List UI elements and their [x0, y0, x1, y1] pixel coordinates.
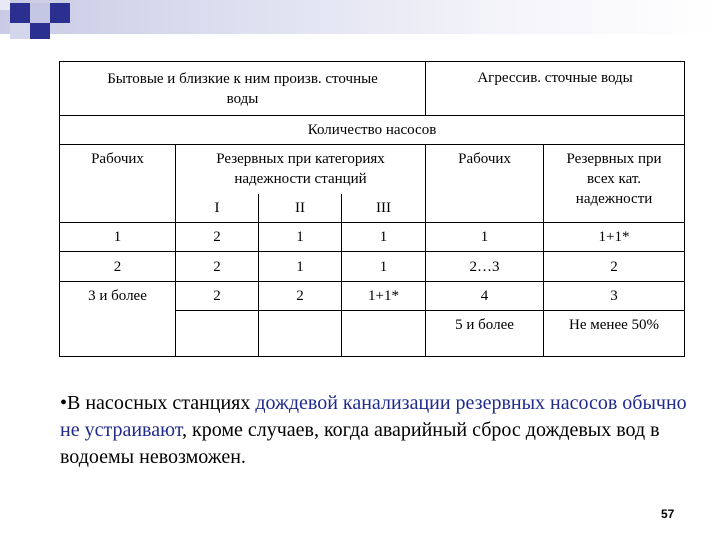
col-working: Рабочих	[60, 145, 176, 223]
table-cell: 3	[544, 282, 685, 311]
col-reserve-all: Резервных при всех кат. надежности	[544, 145, 685, 223]
table-cell: 2…3	[426, 252, 544, 282]
bullet-marker: •	[60, 392, 68, 414]
table-cell: 4	[426, 282, 544, 311]
category-3: III	[342, 194, 426, 223]
decor-square	[30, 3, 50, 23]
table-cell: 2	[60, 252, 176, 282]
table-cell	[342, 311, 426, 357]
header-aggressive: Агрессив. сточные воды	[426, 62, 685, 116]
category-2: II	[259, 194, 342, 223]
table-cell: 3 и более	[60, 282, 176, 311]
header-domestic: Бытовые и близкие к ним произв. сточные воды	[60, 62, 426, 116]
table-cell: 2	[544, 252, 685, 282]
bullet-text-start: В насосных станциях	[67, 392, 256, 414]
table-cell	[176, 311, 259, 357]
bullet-text-end: , кроме случаев, когда аварийный сброс дождевых вод в водоемы невозможен.	[60, 419, 660, 468]
table-cell: 1	[60, 223, 176, 252]
table-row	[60, 282, 685, 311]
col-working-aggressive: Рабочих	[426, 145, 544, 223]
table-cell: 2	[176, 252, 259, 282]
category-1: I	[176, 194, 259, 223]
decor-square	[0, 0, 10, 10]
pump-count-header: Количество насосов	[60, 116, 685, 145]
table-cell: 5 и более	[426, 311, 544, 357]
pump-table	[59, 61, 685, 357]
header-gradient-bar	[0, 0, 720, 34]
highlighted-text: дождевой канализации резервных насосов обычно не устраивают	[60, 392, 687, 441]
page-number: 57	[661, 507, 675, 521]
table-cell: 1	[259, 252, 342, 282]
table-cell: 1	[342, 223, 426, 252]
decor-square	[10, 23, 30, 39]
decor-square	[50, 3, 70, 23]
table-cell: 1	[259, 223, 342, 252]
table-cell: 2	[176, 282, 259, 311]
table-cell	[60, 311, 176, 357]
table-cell: 1	[342, 252, 426, 282]
col-reserve-by-category: Резервных при категориях надежности станций	[176, 145, 426, 194]
decor-square	[10, 3, 30, 23]
table-cell	[259, 311, 342, 357]
table-cell: Не менее 50%	[544, 311, 685, 357]
table-cell: 2	[259, 282, 342, 311]
bullet-paragraph	[60, 390, 690, 471]
table-cell: 1+1*	[544, 223, 685, 252]
table-cell: 2	[176, 223, 259, 252]
table-row	[60, 223, 685, 252]
table-cell: 1	[426, 223, 544, 252]
decor-square	[30, 23, 50, 39]
table-row	[60, 252, 685, 282]
table-row	[60, 311, 685, 357]
table-cell: 1+1*	[342, 282, 426, 311]
